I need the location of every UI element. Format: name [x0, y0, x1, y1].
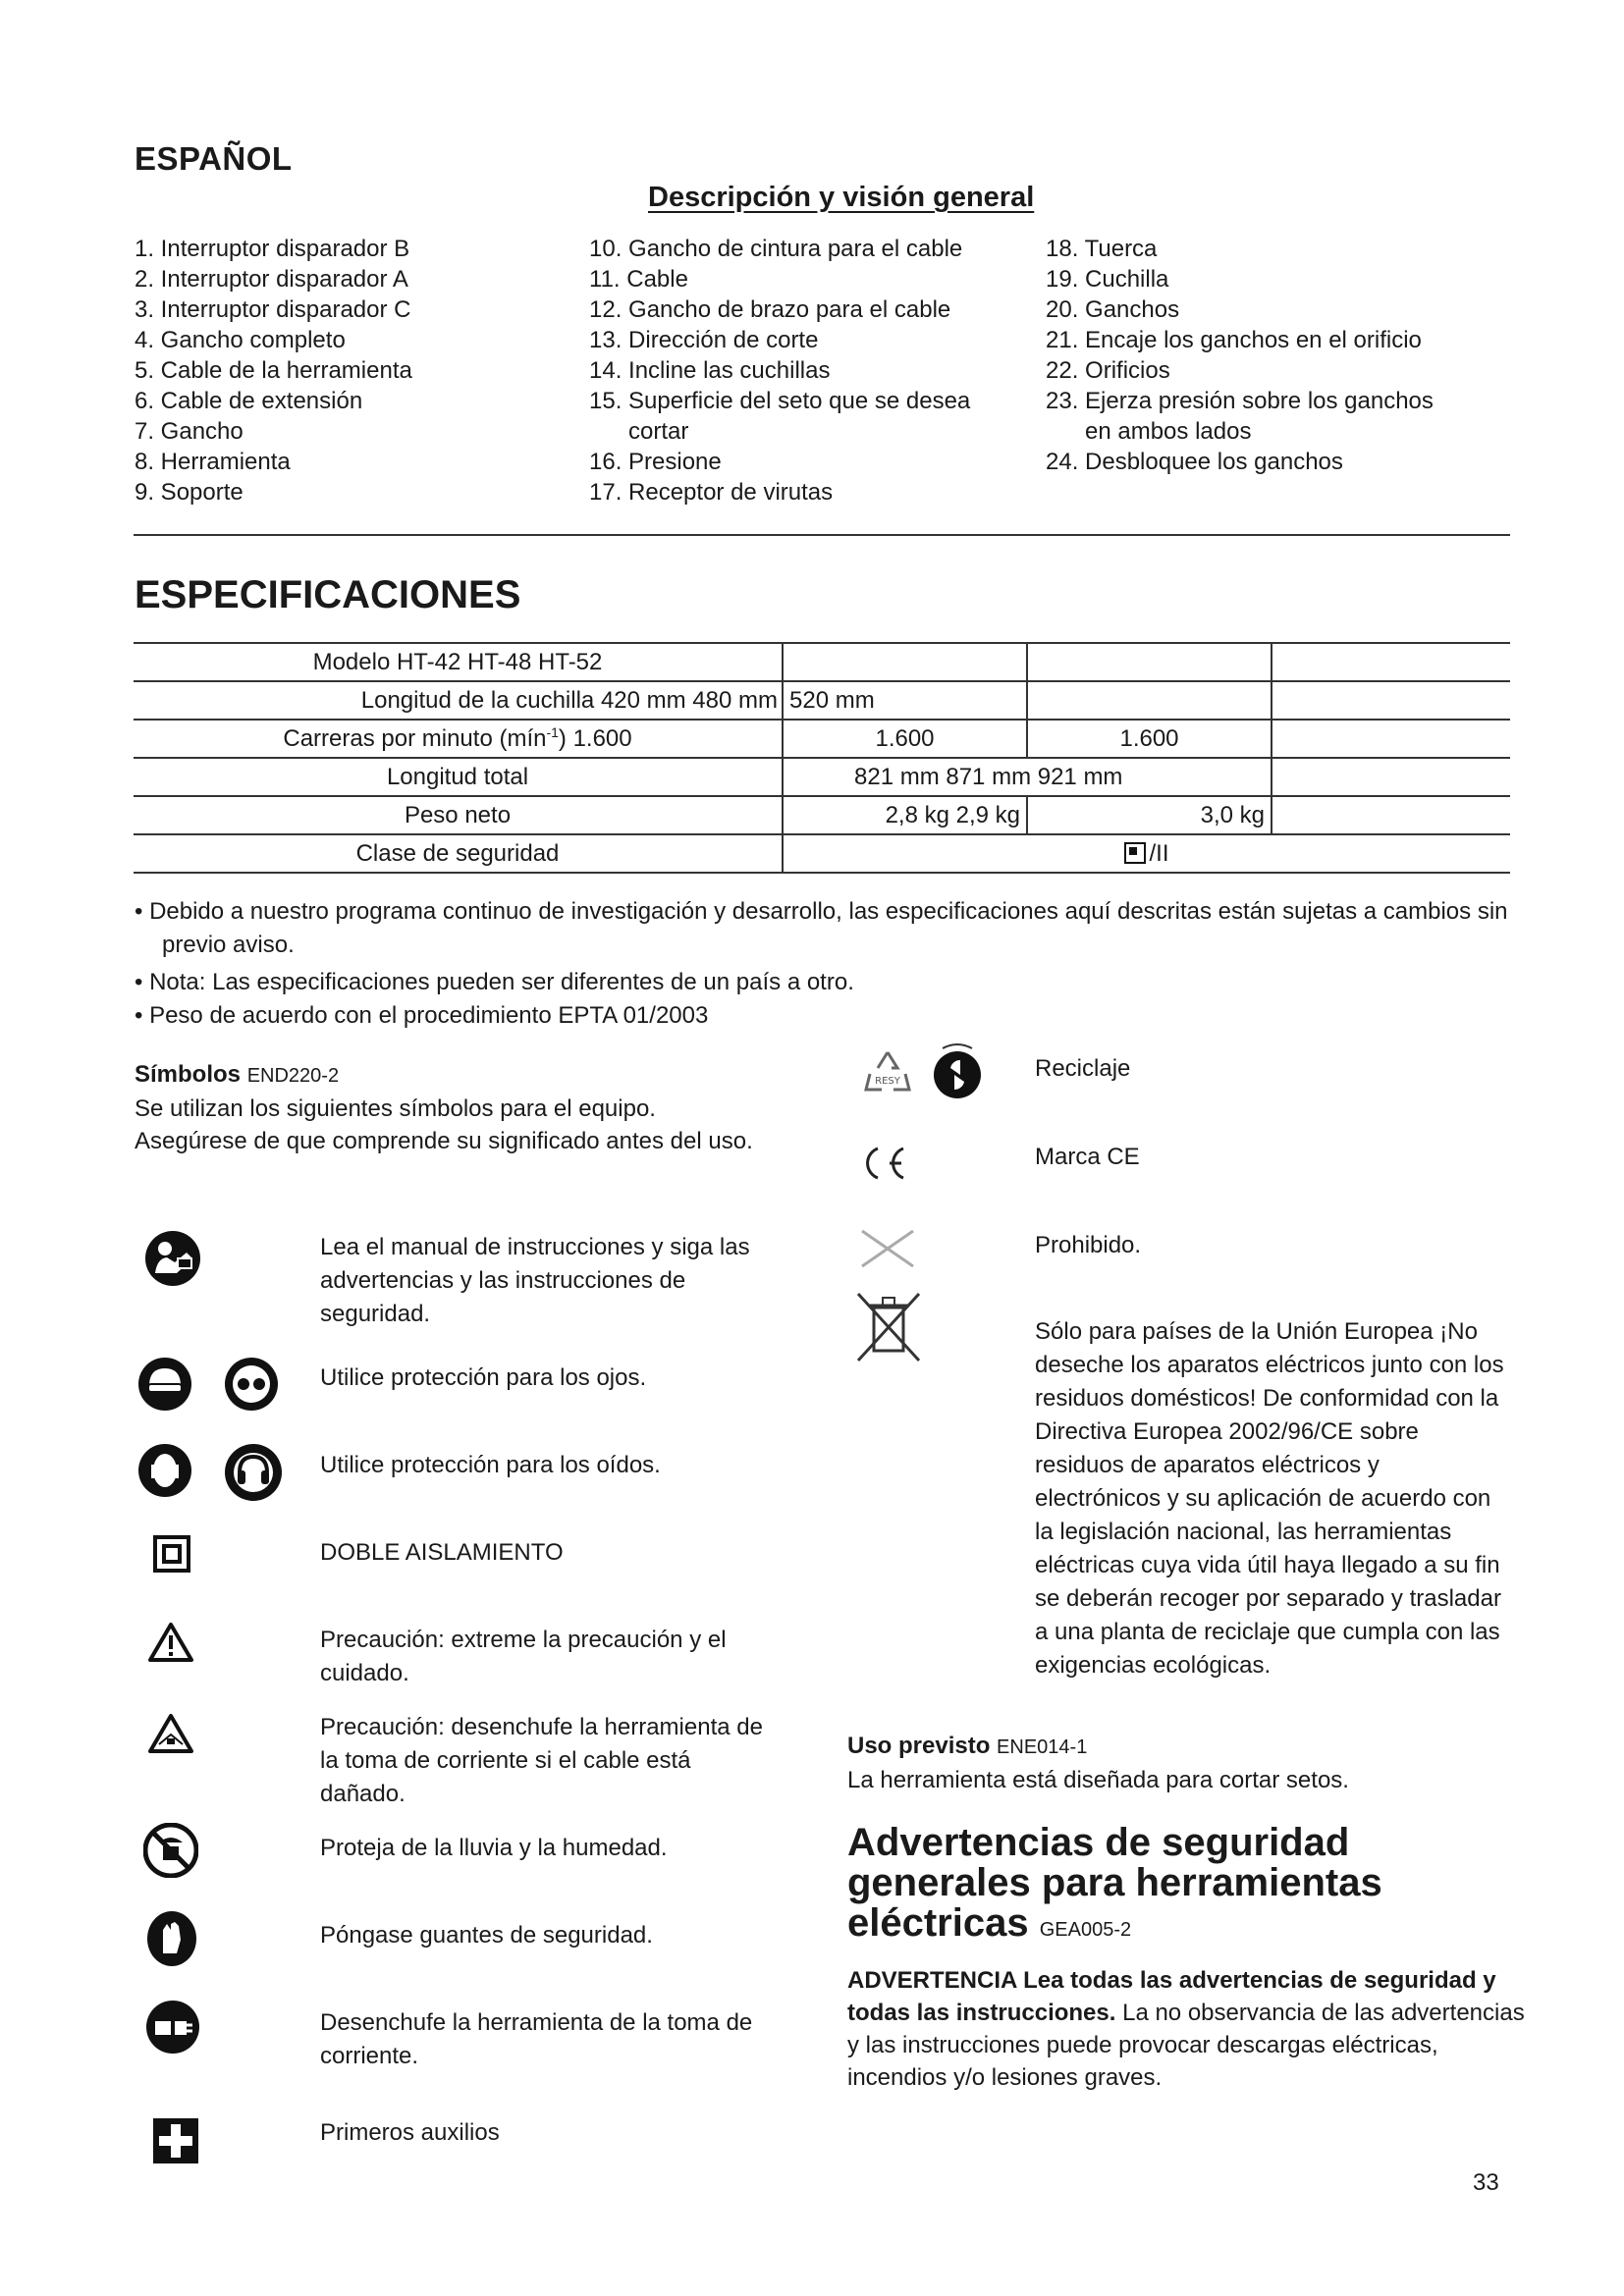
symbol-label: Proteja de la lluvia y la humedad. [320, 1835, 668, 1861]
symbols-intro: Se utilizan los siguientes símbolos para el equipo. Asegúrese de que comprende su significado antes del uso. [135, 1095, 753, 1154]
safety-code: GEA005-2 [1039, 1919, 1132, 1941]
double-insulation-icon [1124, 842, 1146, 864]
specs-table [134, 642, 1510, 874]
prohibited-icon [858, 1227, 919, 1270]
symbol-label: Utilice protección para los ojos. [320, 1364, 647, 1391]
symbol-label: Precaución: desenchufe la herramienta de la toma de corriente si el cable está dañado. [320, 1714, 763, 1807]
table-row [134, 720, 1510, 758]
unplug-icon [145, 2000, 200, 2055]
safety-class-value: /II [1149, 839, 1169, 867]
svg-text:RESY: RESY [875, 1076, 900, 1087]
note-item: • Peso de acuerdo con el procedimiento EPTA 01/2003 [135, 1002, 709, 1029]
specs-title: ESPECIFICACIONES [135, 573, 521, 616]
part-item-continuation: cortar [628, 418, 689, 445]
spec-value: 821 mm 871 mm 921 mm [783, 758, 1272, 796]
part-item: 14. Incline las cuchillas [589, 357, 831, 384]
spec-label: Clase de seguridad [134, 834, 783, 873]
symbols-section-header [135, 1058, 773, 1157]
symbol-label: Sólo para países de la Unión Europea ¡No deseche los aparatos eléctricos junto con los residuos domésticos! De conformidad con la Directiva Europea 2002/96/CE sobre residuos de aparatos eléctricos y electrónicos y su aplicación de acuerdo con la legislación nacional, las herramientas eléctricas cuya vida útil haya llegado a su fin se deberán recoger por separado y trasladar a una planta de reciclaje que cumpla con las exigencias ecológicas. [1035, 1318, 1504, 1679]
part-item: 19. Cuchilla [1046, 266, 1169, 293]
symbols-code: END220-2 [246, 1065, 340, 1087]
part-item: 2. Interruptor disparador A [135, 266, 408, 293]
symbol-label: Precaución: extreme la precaución y el cuidado. [320, 1627, 727, 1686]
part-item: 5. Cable de la herramienta [135, 357, 412, 384]
parts-column-3 [1046, 234, 1434, 477]
spec-value: 3,0 kg [1027, 796, 1272, 834]
read-manual-icon [143, 1229, 202, 1288]
ear-muffs-icon [224, 1443, 283, 1502]
spec-value: 520 mm [783, 681, 1027, 720]
table-row [134, 758, 1510, 796]
symbol-label: Marca CE [1035, 1144, 1140, 1170]
table-row [134, 834, 1510, 873]
symbol-label: Primeros auxilios [320, 2119, 500, 2146]
intended-use-title: Uso previsto [847, 1733, 991, 1759]
spec-value [1272, 758, 1510, 796]
table-row [134, 643, 1510, 681]
recycle-icon [858, 1044, 917, 1103]
goggles-icon [224, 1357, 279, 1412]
symbol-label: Utilice protección para los oídos. [320, 1452, 661, 1478]
weee-bin-icon [854, 1290, 923, 1364]
symbol-label: Póngase guantes de seguridad. [320, 1922, 653, 1949]
safety-warnings-title [847, 1823, 1476, 1950]
spec-value [1027, 643, 1272, 681]
part-item: 7. Gancho [135, 418, 244, 445]
part-item: 12. Gancho de brazo para el cable [589, 296, 951, 323]
page-number: 33 [1473, 2169, 1499, 2196]
part-item: 18. Tuerca [1046, 236, 1158, 262]
part-item: 1. Interruptor disparador B [135, 236, 410, 262]
part-item: 15. Superficie del seto que se desea [589, 388, 971, 414]
part-item: 13. Dirección de corte [589, 327, 819, 353]
part-item: 3. Interruptor disparador C [135, 296, 411, 323]
safety-warning-paragraph [847, 1964, 1525, 2094]
part-item: 22. Orificios [1046, 357, 1170, 384]
part-item: 11. Cable [589, 266, 688, 293]
spec-value: 1.600 [783, 720, 1027, 758]
spec-value [1272, 643, 1510, 681]
part-item: 20. Ganchos [1046, 296, 1180, 323]
note-item: • Nota: Las especificaciones pueden ser diferentes de un país a otro. [135, 969, 854, 995]
spec-notes [135, 895, 1514, 1033]
symbol-label: Prohibido. [1035, 1232, 1142, 1258]
safety-title-text: Advertencias de seguridad generales para herramientas eléctricas [847, 1821, 1382, 1945]
spec-value [783, 834, 1510, 873]
intended-use-code: ENE014-1 [997, 1736, 1088, 1758]
spec-value [1272, 796, 1510, 834]
part-item: 17. Receptor de virutas [589, 479, 834, 506]
gloves-icon [145, 1910, 198, 1967]
ear-protection-icon [137, 1443, 192, 1498]
caution-icon [147, 1622, 194, 1663]
description-title: Descripción y visión general [648, 182, 1035, 213]
intended-use-section [847, 1730, 1525, 1796]
part-item: 21. Encaje los ganchos en el orificio [1046, 327, 1422, 353]
language-heading: ESPAÑOL [135, 140, 293, 177]
part-item: 23. Ejerza presión sobre los ganchos [1046, 388, 1434, 414]
symbol-label: Desenchufe la herramienta de la toma de corriente. [320, 2009, 753, 2069]
spec-label: Longitud total [134, 758, 783, 796]
part-item: 4. Gancho completo [135, 327, 346, 353]
intended-use-text: La herramienta está diseñada para cortar setos. [847, 1767, 1349, 1793]
section-divider [134, 534, 1510, 536]
symbol-label: Reciclaje [1035, 1055, 1131, 1082]
warning-text: La no observancia de las advertencias y las instrucciones puede provocar descargas eléctricas, incendios y/o lesiones graves. [847, 2000, 1525, 2091]
part-item: 6. Cable de extensión [135, 388, 363, 414]
part-item: 10. Gancho de cintura para el cable [589, 236, 963, 262]
parts-column-1 [135, 234, 412, 507]
symbol-label: DOBLE AISLAMIENTO [320, 1539, 564, 1566]
part-item: 8. Herramienta [135, 449, 291, 475]
note-item: • Debido a nuestro programa continuo de investigación y desarrollo, las especificaciones aquí descritas están sujetas a cambios sin previo aviso. [135, 898, 1508, 958]
part-item-continuation: en ambos lados [1085, 418, 1252, 445]
spec-label: Modelo HT-42 HT-48 HT-52 [134, 643, 783, 681]
ce-mark-icon [858, 1145, 909, 1182]
spec-label: Peso neto [134, 796, 783, 834]
spec-value [1272, 720, 1510, 758]
unplug-caution-icon [147, 1713, 194, 1754]
double-insulation-icon [153, 1535, 190, 1573]
first-aid-icon [153, 2118, 198, 2163]
spec-label: Longitud de la cuchilla 420 mm 480 mm [134, 681, 783, 720]
part-item: 9. Soporte [135, 479, 244, 506]
spec-value [1272, 681, 1510, 720]
warning-bold: ADVERTENCIA Lea todas las advertencias de seguridad y todas las instrucciones. [847, 1967, 1496, 2026]
eye-protection-icon [137, 1357, 192, 1412]
spec-value: 1.600 [1027, 720, 1272, 758]
green-dot-icon [929, 1041, 986, 1101]
symbol-label: Lea el manual de instrucciones y siga las advertencias y las instrucciones de seguridad. [320, 1234, 750, 1327]
spec-value [1027, 681, 1272, 720]
no-rain-icon [143, 1823, 198, 1878]
table-row [134, 681, 1510, 720]
spec-label: Carreras por minuto (mín$^{-1}$) 1.600 [134, 720, 783, 758]
spec-value [783, 643, 1027, 681]
symbols-title: Símbolos [135, 1061, 242, 1088]
part-item: 24. Desbloquee los ganchos [1046, 449, 1343, 475]
part-item: 16. Presione [589, 449, 722, 475]
table-row [134, 796, 1510, 834]
spec-value: 2,8 kg 2,9 kg [783, 796, 1027, 834]
parts-column-2 [589, 234, 970, 507]
